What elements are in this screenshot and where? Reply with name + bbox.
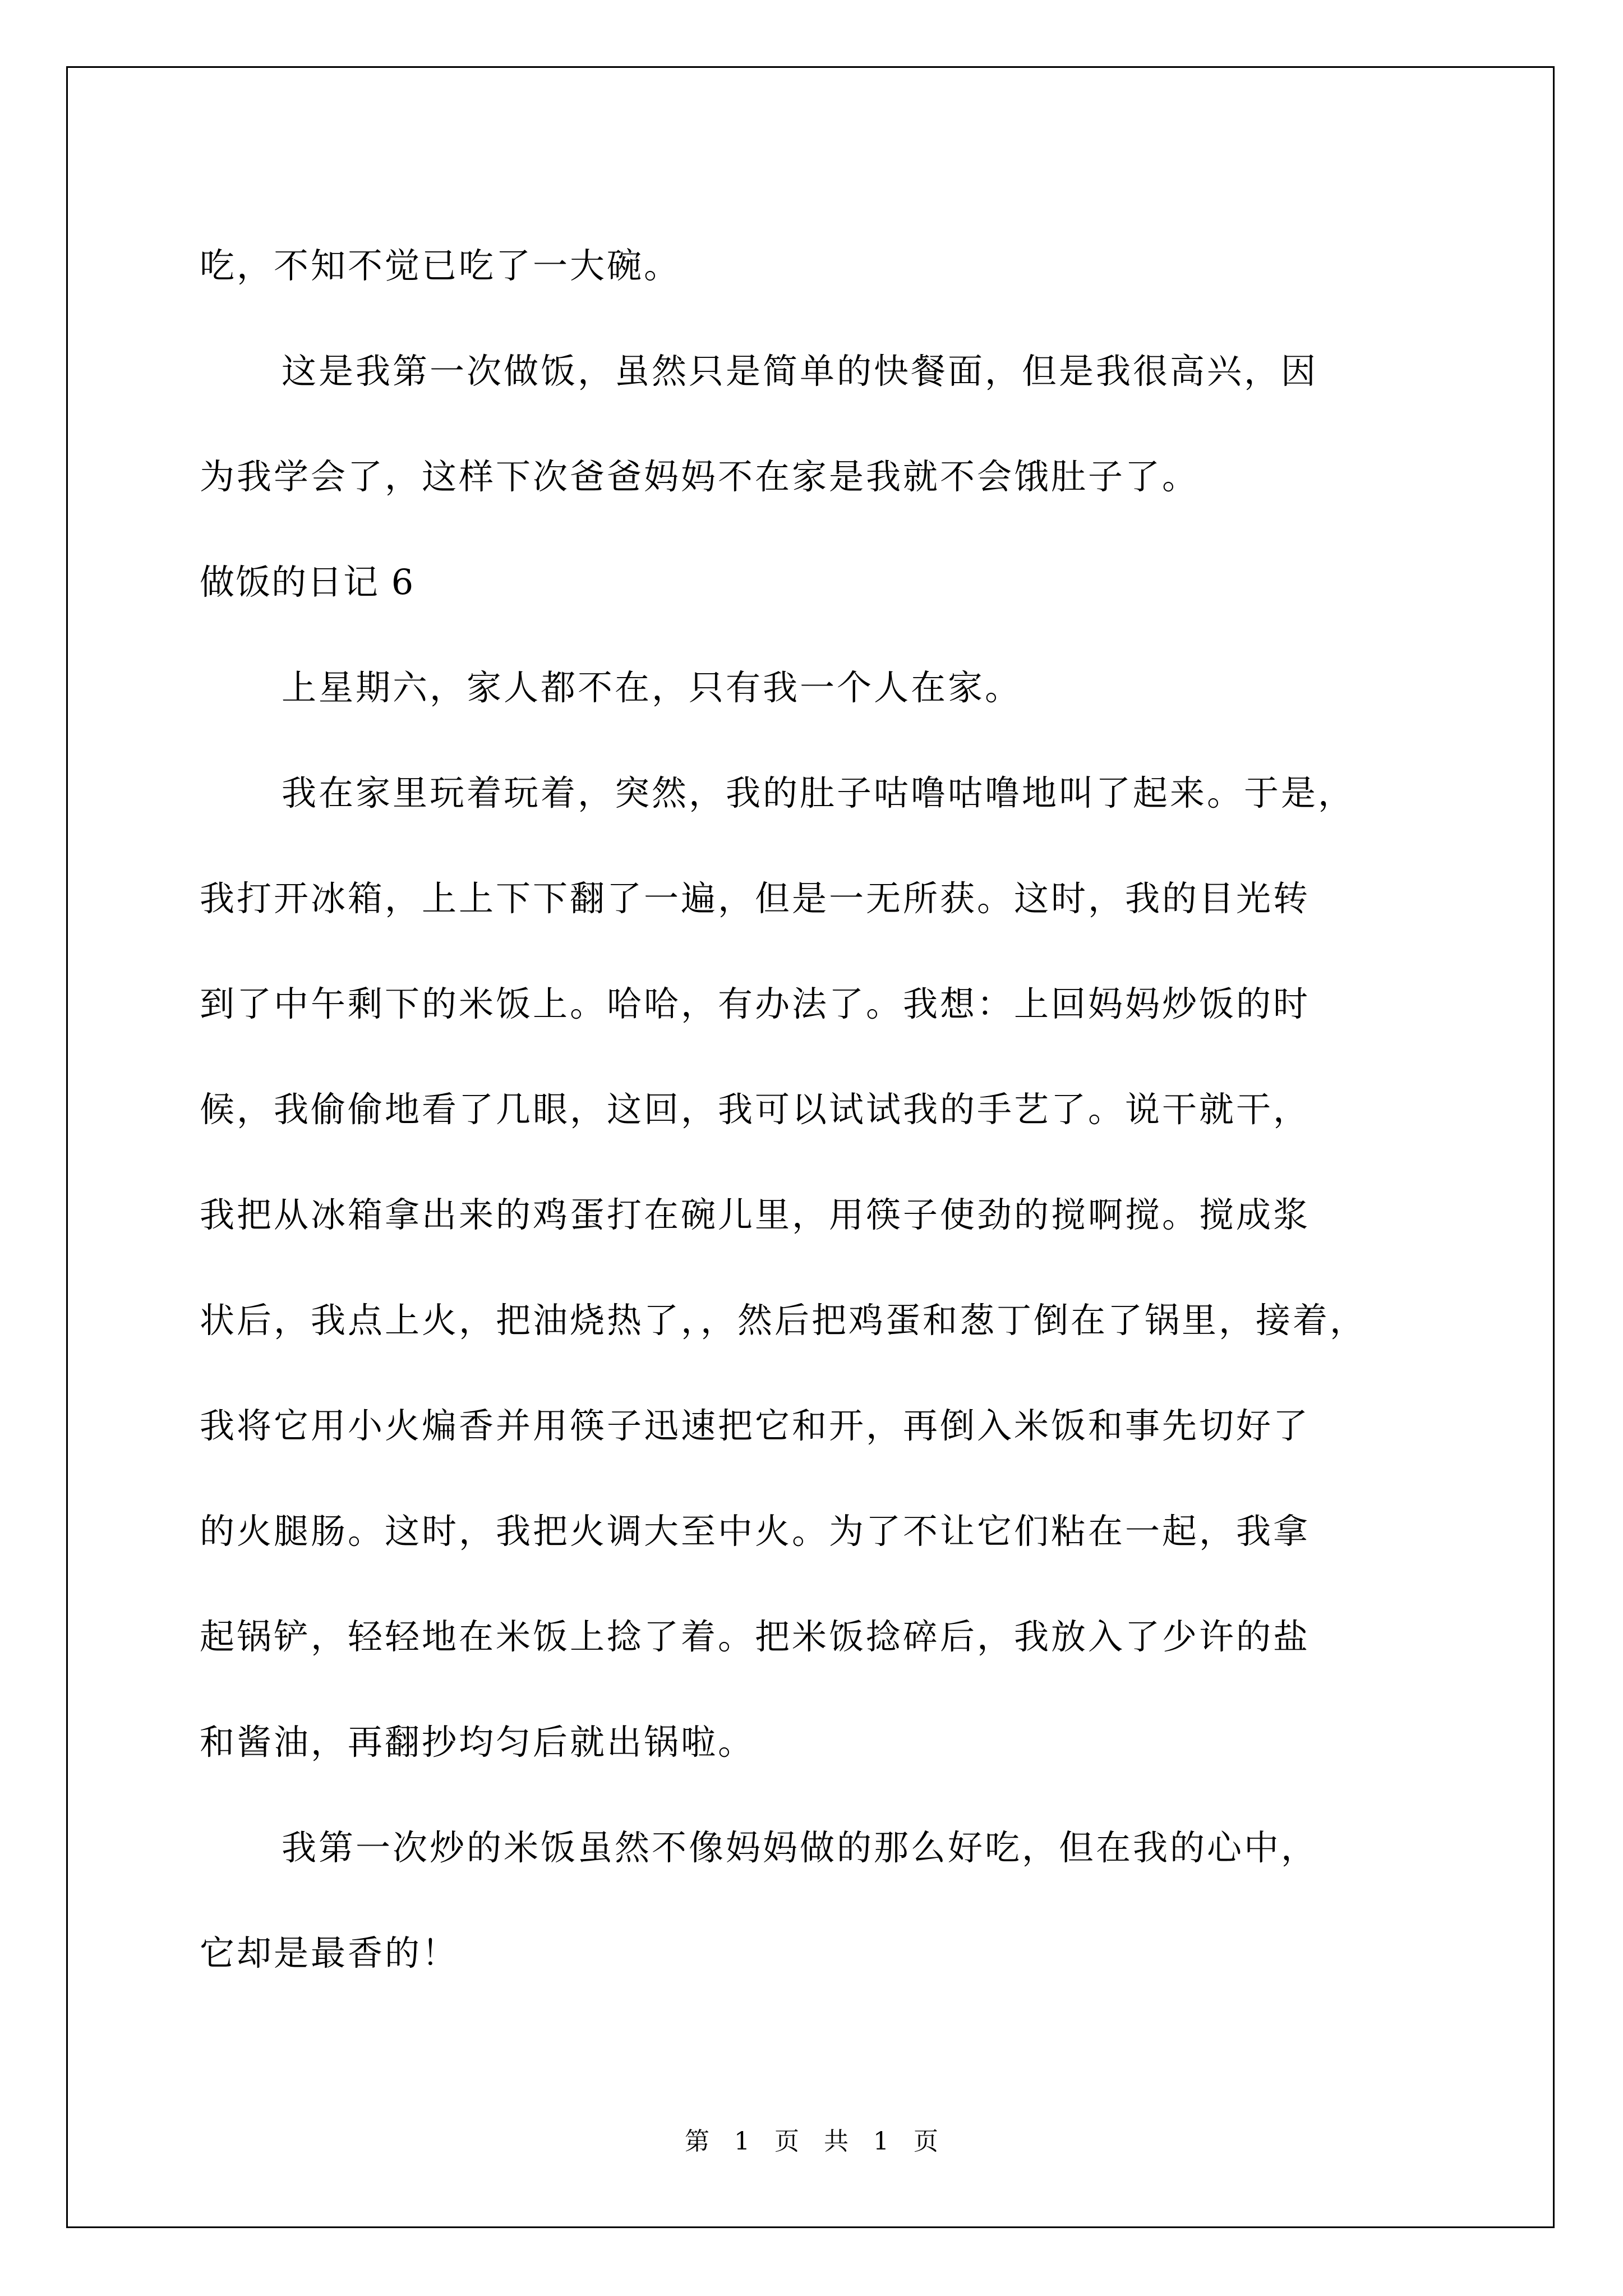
paragraph-line: 上星期六，家人都不在，只有我一个人在家。: [282, 667, 1022, 708]
document-body: [200, 213, 1422, 2006]
paragraph-line: 起锅铲，轻轻地在米饭上捻了着。把米饭捻碎后，我放入了少许的盐: [200, 1616, 1311, 1657]
page-footer: 第 1 页 共 1 页: [685, 2127, 938, 2156]
paragraph-line: 候，我偷偷地看了几眼，这回，我可以试试我的手艺了。说干就干，: [200, 1089, 1311, 1130]
paragraph-line: 到了中午剩下的米饭上。哈哈，有办法了。我想：上回妈妈炒饭的时: [200, 983, 1311, 1024]
paragraph-line: 这是我第一次做饭，虽然只是简单的快餐面，但是我很高兴，因: [282, 351, 1318, 392]
section-heading: 做饭的日记 6: [200, 562, 415, 602]
paragraph-line: 为我学会了，这样下次爸爸妈妈不在家是我就不会饿肚子了。: [200, 456, 1200, 497]
paragraph-line: 和酱油，再翻抄均匀后就出锅啦。: [200, 1722, 755, 1763]
paragraph-line: 我在家里玩着玩着，突然，我的肚子咕噜咕噜地叫了起来。于是，: [282, 772, 1355, 813]
paragraph-line: 我打开冰箱，上上下下翻了一遍，但是一无所获。这时，我的目光转: [200, 878, 1311, 919]
paragraph-line: 吃，不知不觉已吃了一大碗。: [200, 245, 681, 286]
paragraph-line: 状后，我点上火，把油烧热了，，然后把鸡蛋和葱丁倒在了锅里，接着，: [200, 1300, 1367, 1341]
paragraph-line: 我把从冰箱拿出来的鸡蛋打在碗儿里，用筷子使劲的搅啊搅。搅成浆: [200, 1194, 1311, 1235]
paragraph-line: 它却是最香的！: [200, 1932, 459, 1973]
paragraph-line: 的火腿肠。这时，我把火调大至中火。为了不让它们粘在一起，我拿: [200, 1511, 1311, 1552]
paragraph-line: 我第一次炒的米饭虽然不像妈妈做的那么好吃，但在我的心中，: [282, 1827, 1318, 1868]
paragraph-line: 我将它用小火煸香并用筷子迅速把它和开，再倒入米饭和事先切好了: [200, 1405, 1311, 1446]
